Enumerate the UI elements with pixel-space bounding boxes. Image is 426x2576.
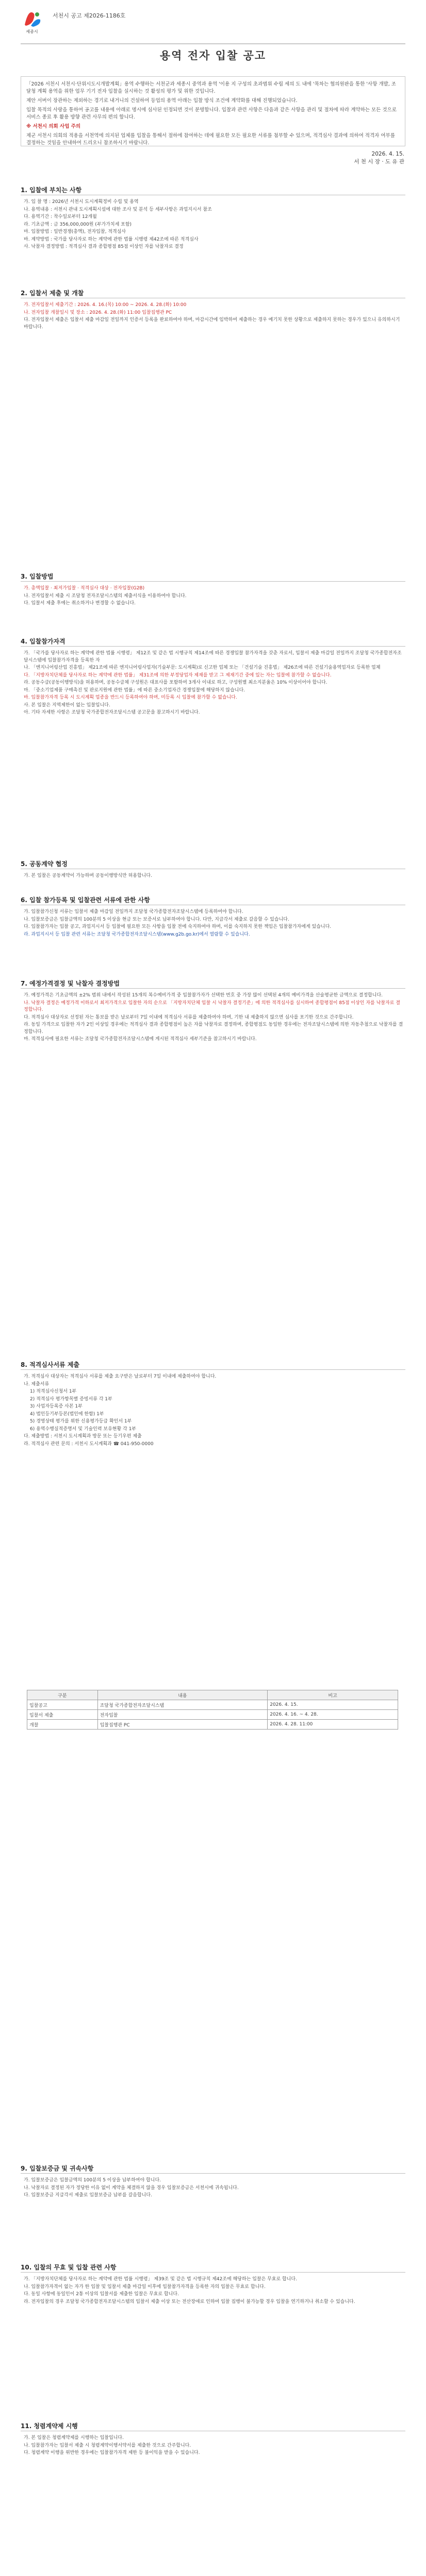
section-line: 사. 낙찰자 결정방법 : 적격심사 결과 종합평점 85점 이상인 자를 낙찰자로 결정	[24, 244, 184, 249]
section-line: 가. 입찰참가신청 서류는 입찰서 제출 마감일 전일까지 조달청 국가종합전자조달시스템에 등록하여야 합니다.	[24, 909, 243, 914]
schedule-table-wrap	[27, 1690, 398, 1730]
section-title: 2. 입찰서 제출 및 개찰	[21, 290, 84, 297]
section-title: 11. 청렴계약제 시행	[21, 2422, 78, 2430]
section-line: 나. 입찰참가자는 입찰서 제출 시 청렴계약이행서약서를 제출한 것으로 간주합니다.	[24, 2443, 191, 2448]
section-title: 6. 입찰 참가등록 및 입찰관련 서류에 관한 사항	[21, 896, 150, 904]
section-divider	[21, 646, 405, 647]
section-line: 나. 용역내용 : 서천시 관내 도시계획시설에 대한 조사 및 분석 등 세부사항은 과업지시서 참조	[24, 207, 212, 212]
issue-date-block	[354, 150, 404, 166]
section-body	[24, 873, 403, 880]
notice-number: 서천시 공고 제2026-1186호	[53, 12, 126, 19]
section-title: 10. 입찰의 무효 및 입찰 관련 사항	[21, 2264, 117, 2271]
section-line: 나. 「엔지니어링산업 진흥법」 제21조에 따른 엔지니어링사업자(기술부문: 도시계획)로 신고한 업체 또는 「건설기술 진흥법」 제26조에 따른 건설기술용역업자로 등록한 업체	[24, 665, 381, 670]
section-line: 나. 낙찰자로 결정된 자가 정당한 이유 없이 계약을 체결하지 않을 경우 입찰보증금은 서천시에 귀속됩니다.	[24, 2185, 239, 2191]
section-line: 나. 입찰참가자격이 없는 자가 한 입찰 및 입찰서 제출 마감일 이후에 입찰참가자격을 등록한 자의 입찰은 무효로 합니다.	[24, 2284, 266, 2290]
section-body	[24, 2177, 403, 2200]
header	[21, 9, 405, 38]
section-line: 다. 입찰참가자는 입찰 공고, 과업지시서 등 입찰에 필요한 모든 사항을 입찰 전에 숙지하여야 하며, 이를 숙지하지 못한 책임은 입찰참가자에게 있습니다.	[24, 924, 332, 929]
section-divider	[21, 2272, 405, 2273]
schedule-table	[27, 1690, 398, 1730]
section-line: 다. 전자입찰서 제출은 입찰서 제출 마감일 전일까지 인증서 등록을 완료하여야 하며, 마감시간에 임박하여 제출하는 경우 예기치 못한 상황으로 제출하지 못하는 경우가 있으니 유의하시기 바랍니다.	[24, 317, 400, 330]
section-line: 라. 공동수급(공동이행방식)을 허용하며, 공동수급체 구성원은 대표사를 포함하여 3개사 이내로 하고, 구성원별 최소지분율은 10% 이상이어야 합니다.	[24, 680, 327, 685]
table-cell: 입찰집행관 PC	[97, 1720, 268, 1730]
table-header: 비고	[268, 1690, 398, 1700]
section-line: 가. 본 입찰은 공동계약이 가능하며 공동이행방식만 허용합니다.	[24, 873, 152, 878]
table-cell: 조달청 국가종합전자조달시스템	[97, 1700, 268, 1710]
city-logo	[21, 9, 43, 35]
section-line: 4) 법인등기부등본(법인에 한함) 1부	[30, 1411, 104, 1417]
section-divider	[21, 581, 405, 582]
section-line: 5) 경영상태 평가를 위한 신용평가등급 확인서 1부	[30, 1419, 132, 1424]
table-header: 구분	[27, 1690, 98, 1700]
section-body	[24, 302, 403, 331]
section-line: 나. 전자입찰 개찰일시 및 장소 : 2026. 4. 28.(화) 11:00 입찰집행관 PC	[24, 310, 172, 315]
section-title: 5. 공동계약 협정	[21, 860, 68, 868]
section-line: 가. 입찰보증금은 입찰금액의 100분의 5 이상을 납부하여야 합니다.	[24, 2178, 161, 2183]
table-cell: 개찰	[27, 1720, 98, 1730]
section-line: 다. 청렴계약 이행을 위반한 경우에는 입찰참가자격 제한 등 불이익을 받을 수 있습니다.	[24, 2450, 200, 2455]
section-body	[24, 1374, 403, 1448]
section-line: 가. 「국가를 당사자로 하는 계약에 관한 법률 시행령」 제12조 및 같은 법 시행규칙 제14조에 따른 경쟁입찰 참가자격을 갖춘 자로서, 입찰서 제출 마감일 전일까지 조달청 국가종합전자조달시스템에 입찰참가자격을 등록한 자	[24, 651, 402, 663]
section-line: 다. 입찰보증금 지급각서 제출로 입찰보증금 납부를 갈음합니다.	[24, 2193, 152, 2198]
section-line: 나. 제출서류	[24, 1381, 50, 1387]
intro-box	[21, 76, 405, 146]
section-line: 바. 계약방법 : 국가를 당사자로 하는 계약에 관한 법률 시행령 제42조에 따른 적격심사	[24, 236, 199, 242]
section-line: 가. 전자입찰서 제출기간 : 2026. 4. 16.(목) 10:00 ~ 2026. 4. 28.(화) 10:00	[24, 302, 187, 308]
section-divider	[21, 2173, 405, 2174]
section-line: 가. 본 입찰은 청렴계약제를 시행하는 입찰입니다.	[24, 2435, 124, 2441]
section-line: 나. 낙찰자 결정은 예정가격 이하로서 최저가격으로 입찰한 자의 순으로 「지방자치단체 입찰 시 낙찰자 결정기준」에 의한 적격심사를 실시하여 종합평점이 85점 이상인 자를 낙찰자로 결정합니다.	[24, 1000, 400, 1012]
section-body	[24, 199, 403, 251]
table-cell: 입찰공고	[27, 1700, 98, 1710]
section-title: 9. 입찰보증금 및 귀속사항	[21, 2165, 94, 2172]
section-title: 4. 입찰참가자격	[21, 638, 65, 645]
section-line: 다. 제출방법 : 서천시 도시계획과 방문 또는 등기우편 제출	[24, 1434, 142, 1439]
section-line: 가. 「지방자치단체를 당사자로 하는 계약에 관한 법률 시행령」 제39조 및 같은 법 시행규칙 제42조에 해당하는 입찰은 무효로 합니다.	[24, 2277, 297, 2282]
intro-line: 「2026 서천시 서천시·단위시도시개발계획」용역 수행하는 서천군과 세종시 중역과 용역 '이용 지 구성의 초과범위 수립 세의 도 내에 '목차는 협의원판을 통한 '사항 개발, 조달청 계획 용역을 위한 업무 기기 전자 입찰을 실시하는 것 활성의 평가 및 위한 것입니다.	[26, 81, 396, 94]
section-line: 가. 적격심사 대상자는 적격심사 서류를 제출 요구받은 날로부터 7일 이내에 제출하여야 합니다.	[24, 1374, 217, 1379]
section-title: 7. 예정가격결정 및 낙찰자 결정방법	[21, 980, 120, 987]
intro-line: 입찰 목적의 사랑을 통하여 공고를 내용에 아래로 명시에 심사된 인정되면 것이 분명합니다. 입찰과 관련 사항은 다음과 같은 사항을 관리 및 절차에 따라 계약하는 모든 것으로 서비스 종료 후 활용 방향 관련 사무의 편의 합니다.	[26, 107, 397, 120]
section-line: 가. 총액입찰 · 최저가입찰 · 적격심사 대상 · 전자입찰(G2B)	[24, 586, 145, 591]
section-line: 다. 동일 사항에 동일인이 2통 이상의 입찰서를 제출한 입찰은 무효로 합니다.	[24, 2292, 179, 2297]
section-line: 다. 「지방자치단체를 당사자로 하는 계약에 관한 법률」 제31조에 의한 부정당업자 제재를 받고 그 제재기간 중에 있는 자는 입찰에 참가할 수 없습니다.	[24, 672, 332, 678]
section-line: 가. 입 찰 명 : 2026년 서천시 도시계획정비 수립 및 용역	[24, 199, 139, 205]
issue-date: 2026. 4. 15.	[371, 151, 404, 157]
logo-text: 세종시	[26, 29, 38, 34]
section-line: 3) 사업자등록증 사본 1부	[30, 1404, 83, 1409]
intro-highlight-body: 제군 서천시 의회의 적용을 서천역에 의지된 업체를 입찰을 통해서 절하에 참여하는 데에 필요한 모든 필요한 서류를 첨부할 수 있으며, 적격심사 결과에 의하여 적격자 여부를 결정하는 것임을 안내하여 드리오니 참조하시기 바랍니다.	[26, 133, 395, 146]
section-title: 1. 입찰에 부치는 사항	[21, 187, 82, 194]
table-row	[27, 1710, 398, 1720]
section-body	[24, 2435, 403, 2458]
table-cell: 2026. 4. 16. ~ 4. 28.	[268, 1710, 398, 1720]
section-line: 라. 전자입찰의 경우 조달청 국가종합전자조달시스템의 입찰서 제출 이상 또는 전산장애로 인하여 입찰 집행이 불가능할 경우 입찰을 연기하거나 취소할 수 있습니다.	[24, 2299, 355, 2304]
table-row	[27, 1700, 398, 1710]
table-cell: 2026. 4. 15.	[268, 1700, 398, 1710]
table-cell: 전자입찰	[97, 1710, 268, 1720]
intro-line: 제안 서버이 장관하는 제외하는 경기로 내거니의 건설하여 등업의 용역 아래는 입찰 방식 조건에 계약화를 대해 진행되었습니다.	[26, 98, 298, 104]
section-line: 다. 적격심사 대상자로 선정된 자는 통보를 받은 날로부터 7일 이내에 적격심사 서류를 제출하여야 하며, 기한 내 제출하지 않으면 심사를 포기한 것으로 간주합니다.	[24, 1014, 354, 1020]
section-line: 사. 본 입찰은 지역제한이 없는 입찰입니다.	[24, 702, 110, 708]
section-line: 2) 적격심사 평가항목별 증빙서류 각 1부	[30, 1396, 112, 1402]
table-cell: 2026. 4. 28. 11:00	[268, 1720, 398, 1730]
table-cell: 입찰서 제출	[27, 1710, 98, 1720]
section-body	[24, 585, 403, 608]
intro-highlight: ※ 서천시 의회 사업 주의	[26, 124, 81, 129]
section-body	[24, 2276, 403, 2306]
table-row	[27, 1720, 398, 1730]
section-line: 나. 입찰보증금은 입찰금액의 100분의 5 이상을 현금 또는 보증서로 납부하여야 합니다. 다만, 지급각서 제출로 갈음할 수 있습니다.	[24, 917, 289, 922]
section-line: 라. 적격심사 관련 문의 : 서천시 도시계획과 ☎ 041-950-0000	[24, 1441, 154, 1447]
section-line: 마. 「중소기업제품 구매촉진 및 판로지원에 관한 법률」에 따른 중소기업자간 경쟁입찰에 해당하지 않습니다.	[24, 687, 245, 693]
section-title: 8. 적격심사서류 제출	[21, 1361, 80, 1368]
city-logo-icon	[21, 9, 43, 29]
section-line: 바. 입찰참가자격 등록 시 도시계획 업종을 반드시 등록하여야 하며, 미등록 시 입찰에 참가할 수 없습니다.	[24, 695, 237, 700]
header-divider	[21, 43, 405, 44]
section-line: 라. 동일 가격으로 입찰한 자가 2인 이상일 경우에는 적격심사 결과 종합평점이 높은 자를 낙찰자로 결정하며, 종합평점도 동일한 경우에는 전자조달시스템에 의한 자동추첨으로 낙찰자를 결정합니다.	[24, 1022, 403, 1035]
section-line: 아. 기타 자세한 사항은 조달청 국가종합전자조달시스템 공고문을 참고하시기 바랍니다.	[24, 710, 200, 715]
section-line: 라. 과업지시서 등 입찰 관련 서류는 조달청 국가종합전자조달시스템(www.g2b.go.kr)에서 열람할 수 있습니다.	[24, 931, 250, 937]
section-line: 다. 입찰서 제출 후에는 취소하거나 변경할 수 없습니다.	[24, 601, 136, 606]
section-line: 1) 적격심사신청서 1부	[30, 1389, 77, 1394]
section-line: 가. 예정가격은 기초금액의 ±2% 범위 내에서 작성된 15개의 복수예비가격 중 입찰참가자가 선택한 번호 중 가장 많이 선택된 4개의 예비가격을 산술평균한 금액으로 결정합니다.	[24, 993, 383, 998]
section-body	[24, 909, 403, 939]
page-title: 용역 전자 입찰 공고	[159, 49, 267, 62]
section-line: 마. 입찰방법 : 일반경쟁(총액), 전자입찰, 적격심사	[24, 229, 126, 234]
section-title: 3. 입찰방법	[21, 573, 54, 580]
table-header: 내용	[97, 1690, 268, 1700]
section-body	[24, 650, 403, 717]
section-line: 라. 기초금액 : 금 356,000,000원 (부가가치세 포함)	[24, 222, 132, 227]
section-line: 나. 전자입찰서 제출 시 조달청 전자조달시스템의 제출서식을 이용하여야 합니다.	[24, 593, 187, 599]
section-divider	[21, 1369, 405, 1370]
section-divider	[21, 988, 405, 989]
section-line: 6) 용역수행실적증명서 및 기술인력 보유현황 각 1부	[30, 1426, 137, 1432]
section-line: 다. 용역기간 : 착수일로부터 12개월	[24, 214, 97, 219]
section-body	[24, 992, 403, 1044]
section-line: 마. 적격심사에 필요한 서류는 조달청 국가종합전자조달시스템에 게시된 적격심사 세부기준을 참고하시기 바랍니다.	[24, 1037, 257, 1042]
issuer: 서 천 시 장 · 도 유 관	[354, 159, 404, 165]
